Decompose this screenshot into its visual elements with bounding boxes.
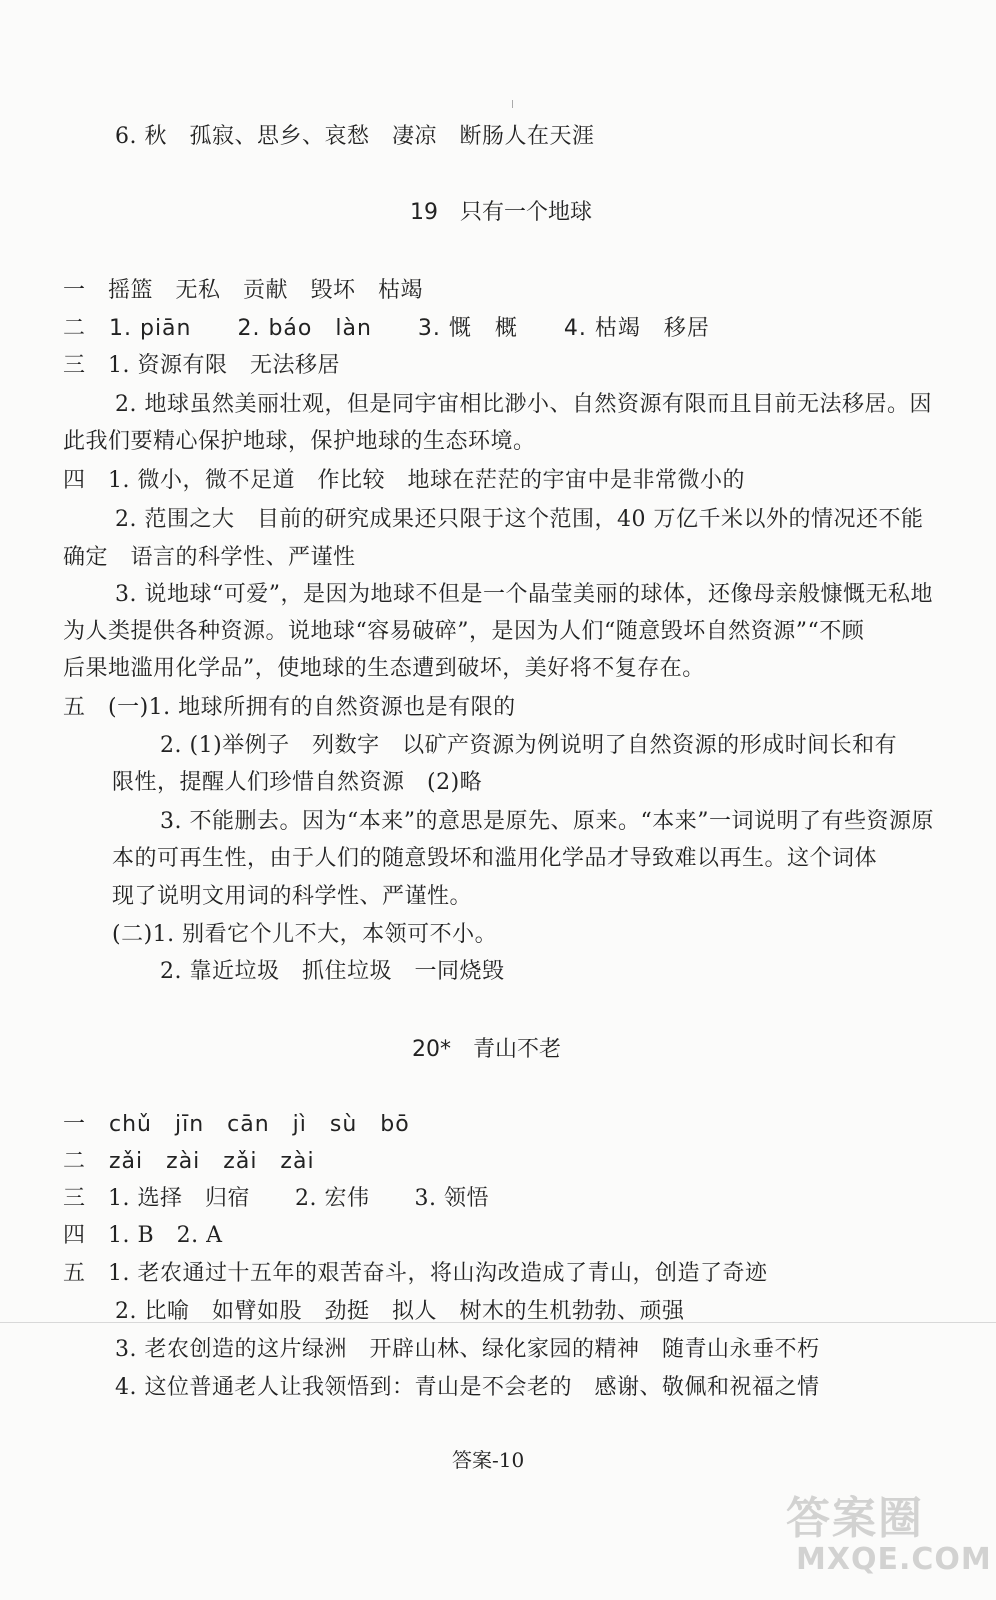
answer-line: 2. 范围之大 目前的研究成果还只限于这个范围，40 万亿千米以外的情况还不能 [115,507,924,532]
page-number: 答案-10 [452,1448,525,1472]
watermark-url: MXQE.COM [796,1542,992,1577]
answer-line: 4. 这位普通老人让我领悟到：青山是不会老的 感谢、敬佩和祝福之情 [115,1375,820,1400]
answer-line: 二 zǎi zài zǎi zài [63,1149,315,1174]
answer-line: 五 (一)1. 地球所拥有的自然资源也是有限的 [63,695,516,720]
answer-line: 二 1. piān 2. báo làn 3. 慨 概 4. 枯竭 移居 [63,316,710,341]
answer-line: 一 摇篮 无私 贡献 毁坏 枯竭 [63,278,424,303]
answer-line: 2. 靠近垃圾 抓住垃圾 一同烧毁 [160,959,505,984]
section-title-19: 19 只有一个地球 [410,200,592,225]
answer-line: 后果地滥用化学品”，使地球的生态遭到破坏，美好将不复存在。 [63,656,705,681]
answer-line: 三 1. 资源有限 无法移居 [63,353,340,378]
watermark-logo-text: 答案圈 [786,1493,924,1544]
watermark-logo [766,1482,992,1592]
answer-line: 三 1. 选择 归宿 2. 宏伟 3. 领悟 [63,1186,489,1211]
answer-line: 2. (1)举例子 列数字 以矿产资源为例说明了自然资源的形成时间长和有 [160,733,898,758]
answer-line: 2. 地球虽然美丽壮观，但是同宇宙相比渺小、自然资源有限而且目前无法移居。因 [115,392,932,417]
answer-line: 3. 不能删去。因为“本来”的意思是原先、原来。“本来”一词说明了有些资源原 [160,809,934,834]
answer-line: 限性，提醒人们珍惜自然资源 (2)略 [112,770,483,795]
answer-line: 一 chǔ jīn cān jì sù bō [63,1112,410,1137]
answer-line: 四 1. B 2. A [63,1223,223,1248]
answer-line: (二)1. 别看它个儿不大，本领可不小。 [112,922,498,947]
answer-line: 2. 比喻 如臂如股 劲挺 拟人 树木的生机勃勃、顽强 [115,1299,685,1324]
crop-mark [512,100,513,108]
answer-line: 此我们要精心保护地球，保护地球的生态环境。 [63,429,536,454]
answer-line: 本的可再生性，由于人们的随意毁坏和滥用化学品才导致难以再生。这个词体 [112,846,878,871]
answer-line: 6. 秋 孤寂、思乡、哀愁 凄凉 断肠人在天涯 [115,124,595,149]
answer-line: 为人类提供各种资源。说地球“容易破碎”，是因为人们“随意毁坏自然资源”“不顾 [63,619,865,644]
answer-line: 四 1. 微小，微不足道 作比较 地球在茫茫的宇宙中是非常微小的 [63,468,745,493]
answer-line: 确定 语言的科学性、严谨性 [63,545,356,570]
answer-line: 现了说明文用词的科学性、严谨性。 [112,884,473,909]
section-title-20: 20* 青山不老 [412,1037,561,1062]
answer-line: 3. 说地球“可爱”，是因为地球不但是一个晶莹美丽的球体，还像母亲般慷慨无私地 [115,582,933,607]
answer-line: 3. 老农创造的这片绿洲 开辟山林、绿化家园的精神 随青山永垂不朽 [115,1337,820,1362]
answer-line: 五 1. 老农通过十五年的艰苦奋斗，将山沟改造成了青山，创造了奇迹 [63,1261,768,1286]
